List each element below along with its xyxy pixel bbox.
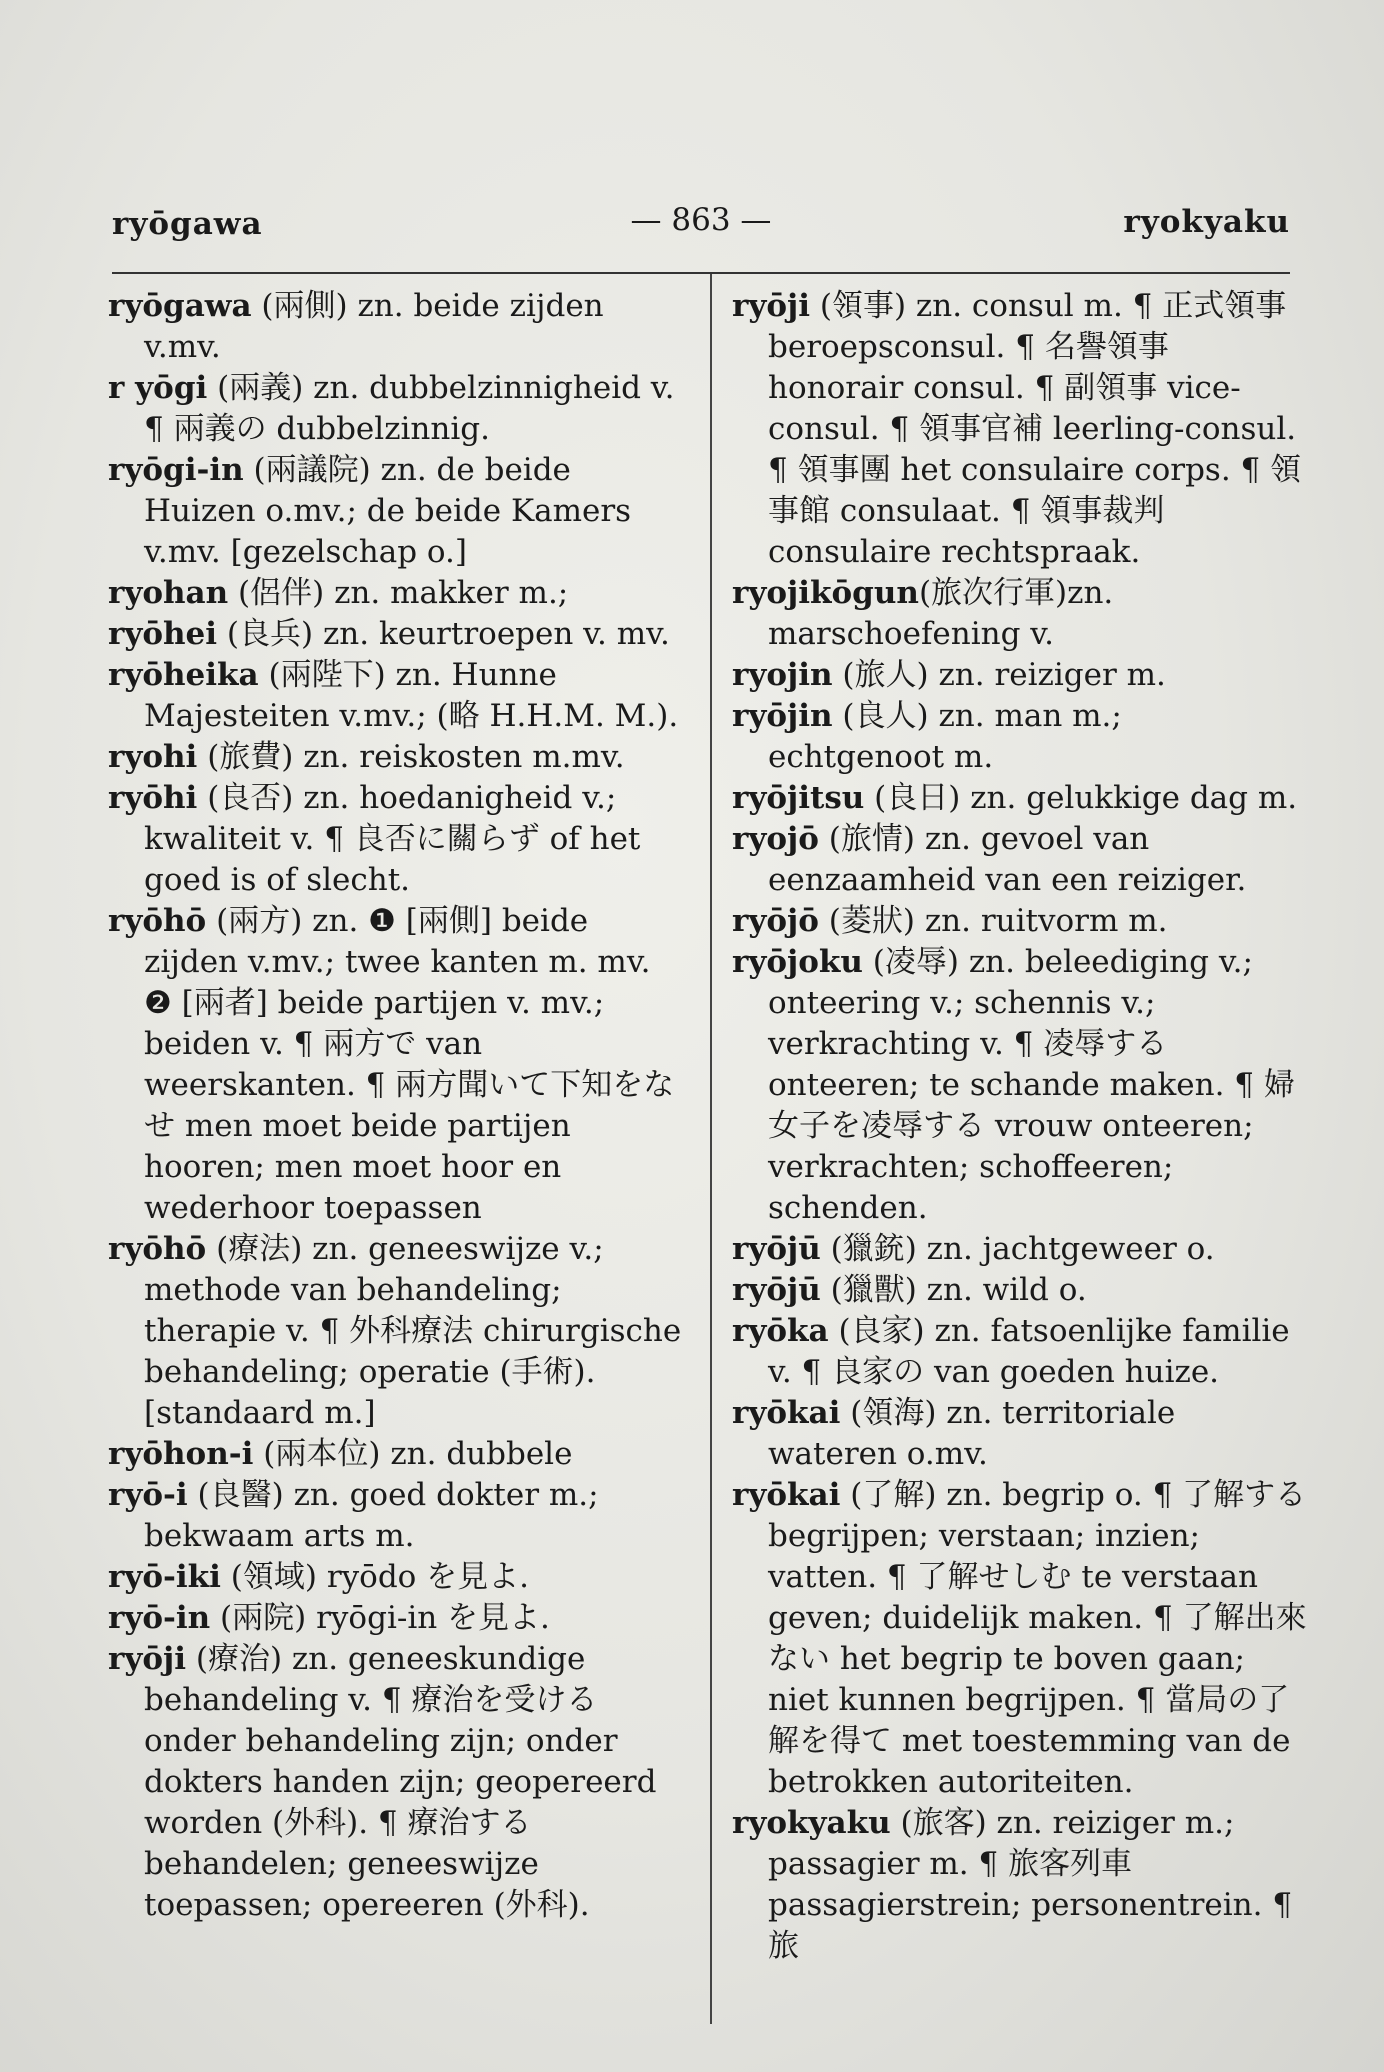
dictionary-entry [732,1803,1307,1967]
entry-text: (兩院) ryōgi-in を見よ. [210,1600,550,1636]
headword: ryohi [108,739,198,775]
dictionary-entry [732,655,1307,696]
headword: ryōkai [732,1477,841,1513]
dictionary-entry [732,286,1307,573]
entry-text: (旅人) zn. reiziger m. [832,657,1166,693]
entry-text: (旅次行軍)zn. marschoefening v. [768,575,1114,652]
dictionary-entry [732,778,1307,819]
entry-text: (獵銃) zn. jachtgeweer o. [820,1231,1215,1267]
page-number: — 863 — [630,202,772,238]
headword: ryōjitsu [732,780,865,816]
entry-text: (兩義) zn. dubbelzinnigheid v. ¶ 兩義の dubbelzinnig. [144,370,675,447]
headword: ryō-i [108,1477,188,1513]
entry-text: (兩側) zn. beide zijden v.mv. [144,288,604,365]
entry-text: (旅情) zn. gevoel van eenzaamheid van een reiziger. [768,821,1247,898]
entry-text: (菱狀) zn. ruitvorm m. [818,903,1168,939]
dictionary-entry [108,286,683,368]
entry-text: (旅客) zn. reiziger m.; passagier m. ¶ 旅客列車 passagierstrein; personentrein. ¶ 旅 [768,1805,1293,1964]
headword: ryōkai [732,1395,841,1431]
dictionary-entry [108,737,683,778]
headword: ryōka [732,1313,829,1349]
headword: ryōjū [732,1272,821,1308]
dictionary-entry [732,819,1307,901]
dictionary-entry [732,901,1307,942]
headword: ryojikōgun [732,575,919,611]
dictionary-entry [732,696,1307,778]
headword: ryōhi [108,780,198,816]
entry-text: (兩方) zn. ❶ [兩側] beide zijden v.mv.; twee kanten m. mv. ❷ [兩者] beide partijen v. mv.; beiden v. ¶ 兩方で van weerskanten. ¶ 兩方聞いて下知をなせ men moet beide partijen hooren; men moet hoor en wederhoor toepassen [144,903,675,1226]
entry-text: (良家) zn. fatsoenlijke familie v. ¶ 良家の van goeden huize. [768,1313,1290,1390]
headword: ryōjoku [732,944,863,980]
dictionary-entry [108,614,683,655]
headword: r yōgi [108,370,208,406]
headword: ryōhō [108,903,207,939]
entry-text: (了解) zn. begrip o. ¶ 了解する begrijpen; verstaan; inzien; vatten. ¶ 了解せしむ te verstaan geven; duidelijk maken. ¶ 了解出來ない het begrip te boven gaan; niet kunnen begrijpen. ¶ 當局の了解を得て met toestemming van de betrokken autoriteiten. [768,1477,1307,1800]
dictionary-entry [732,1270,1307,1311]
dictionary-entry [108,573,683,614]
headword: ryokyaku [732,1805,891,1841]
dictionary-entry [108,1598,683,1639]
dictionary-entry [108,1229,683,1434]
entry-text: (獵獸) zn. wild o. [820,1272,1087,1308]
entry-text: (良否) zn. hoedanigheid v.; kwaliteit v. ¶ 良否に關らず of het goed is of slecht. [144,780,641,898]
entry-text: (兩議院) zn. de beide Huizen o.mv.; de beide Kamers v.mv. [gezelschap o.] [144,452,632,570]
dictionary-entry [108,1557,683,1598]
entry-text: (兩陛下) zn. Hunne Majesteiten v.mv.; (略 H.H.M. M.). [144,657,679,734]
dictionary-entry [108,1434,683,1475]
entry-text: (兩本位) zn. dubbele [253,1436,573,1472]
headword: ryohan [108,575,229,611]
entry-text: (領域) ryōdo を見よ. [220,1559,530,1595]
dictionary-entry [732,1311,1307,1393]
headword: ryōhō [108,1231,207,1267]
entry-text: (凌辱) zn. beleediging v.; onteering v.; schennis v.; verkrachting v. ¶ 凌辱する onteeren; te schande maken. ¶ 婦女子を凌辱する vrouw onteeren; verkrachten; schoffeeren; schenden. [768,944,1295,1226]
guide-word-left: ryōgawa [112,206,263,242]
entry-text: (療法) zn. geneeswijze v.; methode van behandeling; therapie v. ¶ 外科療法 chirurgische behandeling; operatie (手術). [standaard m.] [144,1231,682,1431]
entry-text: (侶伴) zn. makker m.; [228,575,569,611]
dictionary-entry [732,942,1307,1229]
headword: ryōjō [732,903,819,939]
dictionary-entry [732,1393,1307,1475]
headword: ryōjin [732,698,833,734]
headword: ryojō [732,821,819,857]
entry-text: (領海) zn. territoriale wateren o.mv. [768,1395,1176,1472]
dictionary-entry [108,778,683,901]
headword: ryōgi-in [108,452,244,488]
page-header [112,196,1290,248]
right-column [732,286,1307,1967]
left-column [108,286,683,1926]
headword: ryōhei [108,616,218,652]
headword: ryojin [732,657,833,693]
dictionary-entry [732,1229,1307,1270]
column-divider [710,274,712,2024]
headword: ryōheika [108,657,259,693]
entry-text: (領事) zn. consul m. ¶ 正式領事 beroepsconsul. ¶ 名譽領事 honorair consul. ¶ 副領事 vice-consul. ¶ 領事官補 leerling-consul. ¶ 領事團 het consulaire corps. ¶ 領事館 consulaat. ¶ 領事裁判 consulaire rechtspraak. [768,288,1302,570]
headword: ryōji [108,1641,187,1677]
headword: ryō-in [108,1600,211,1636]
header-rule [112,272,1290,274]
dictionary-entry [732,573,1307,655]
entry-text: (旅費) zn. reiskosten m.mv. [197,739,625,775]
headword: ryō-iki [108,1559,221,1595]
dictionary-entry [108,901,683,1229]
dictionary-entry [108,1475,683,1557]
entry-text: (良兵) zn. keurtroepen v. mv. [217,616,670,652]
entry-text: (良日) zn. gelukkige dag m. [864,780,1298,816]
guide-word-right: ryokyaku [1123,204,1290,240]
headword: ryōji [732,288,811,324]
entry-text: (良人) zn. man m.; echtgenoot m. [768,698,1122,775]
dictionary-entry [108,368,683,450]
entry-text: (療治) zn. geneeskundige behandeling v. ¶ 療治を受ける onder behandeling zijn; onder dokters handen zijn; geopereerd worden (外科). ¶ 療治する behandelen; geneeswijze toepassen; opereeren (外科). [144,1641,657,1923]
dictionary-entry [732,1475,1307,1803]
dictionary-entry [108,655,683,737]
dictionary-entry [108,450,683,573]
headword: ryōgawa [108,288,252,324]
entry-text: (良醫) zn. goed dokter m.; bekwaam arts m. [144,1477,599,1554]
headword: ryōhon-i [108,1436,254,1472]
dictionary-entry [108,1639,683,1926]
headword: ryōjū [732,1231,821,1267]
